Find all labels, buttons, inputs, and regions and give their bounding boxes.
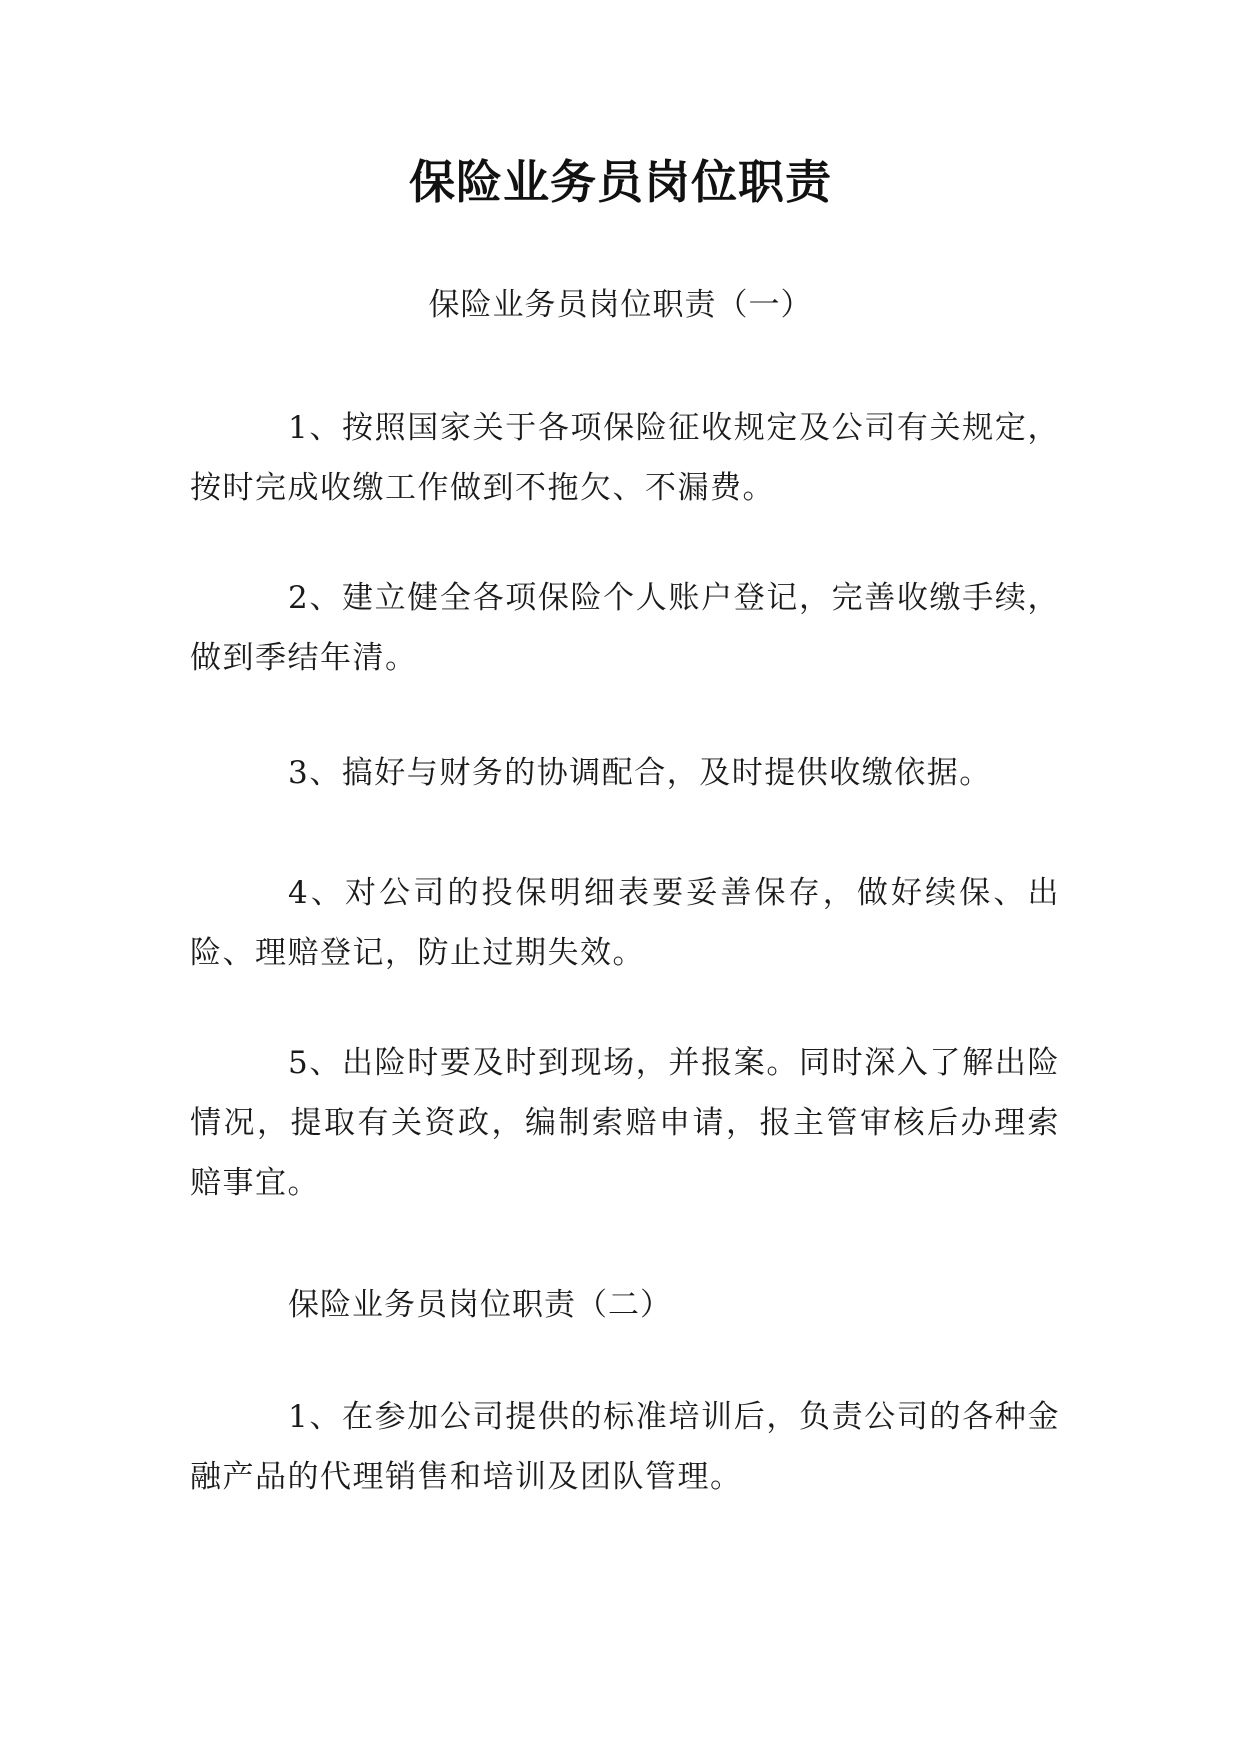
duty-item: 3、搞好与财务的协调配合，及时提供收缴依据。 <box>288 755 992 791</box>
duty-item: 1、在参加公司提供的标准培训后，负责公司的各种金融产品的代理销售和培训及团队管理。 <box>190 1399 1060 1495</box>
duty-item: 4、对公司的投保明细表要妥善保存，做好续保、出险、理赔登记，防止过期失效。 <box>190 875 1060 971</box>
section-heading-2: 保险业务员岗位职责（二） <box>288 1287 672 1323</box>
duty-item: 1、按照国家关于各项保险征收规定及公司有关规定，按时完成收缴工作做到不拖欠、不漏费。 <box>190 410 1060 506</box>
section-heading-1: 保险业务员岗位职责（一） <box>428 287 813 323</box>
duty-item: 5、出险时要及时到现场，并报案。同时深入了解出险情况，提取有关资政，编制索赔申请，报主管审核后办理索赔事宜。 <box>190 1045 1060 1201</box>
duty-item: 2、建立健全各项保险个人账户登记，完善收缴手续，做到季结年清。 <box>190 580 1060 676</box>
document-title: 保险业务员岗位职责 <box>409 155 832 209</box>
